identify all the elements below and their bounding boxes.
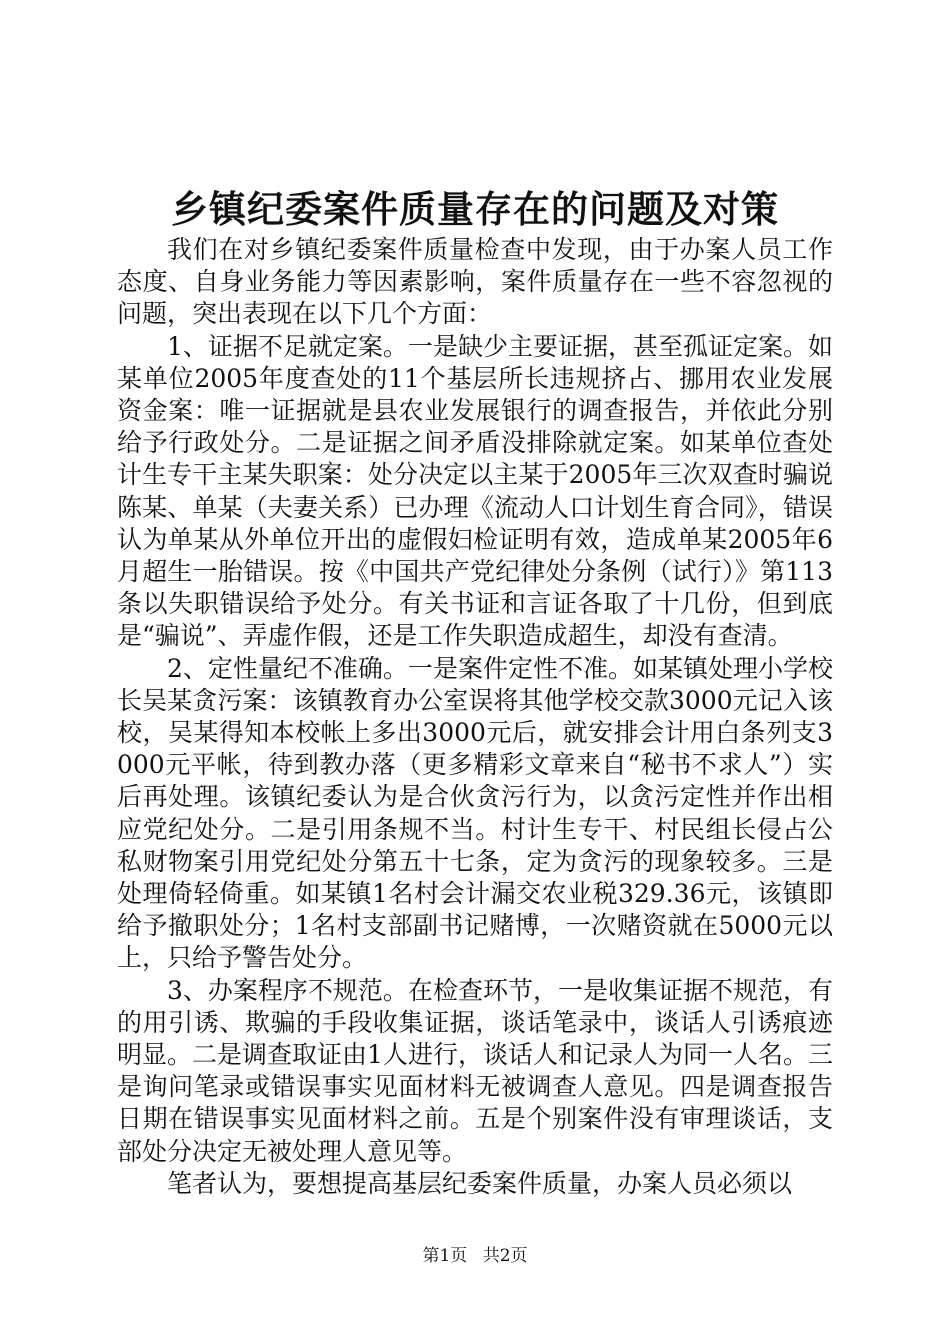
page-number: 第1页: [422, 1246, 468, 1266]
point-2-paragraph: 2、定性量纪不准确。一是案件定性不准。如某镇处理小学校长吴某贪污案：该镇教育办公室误将其他学校交款3000元记入该校，吴某得知本校帐上多出3000元后，就安排会计用白条列支3000元平帐，待到教办落（更多精彩文章来自“秘书不求人”）实后再处理。该镇纪委认为是合伙贪污行为，以贪污定性并作出相应党纪处分。二是引用条规不当。村计生专干、村民组长侵占公私财物案引用党纪处分第五十七条，定为贪污的现象较多。三是处理倚轻倚重。如某镇1名村会计漏交农业税329.36元，该镇即给予撤职处分；1名村支部副书记赌博，一次赌资就在5000元以上，只给予警告处分。: [117, 653, 833, 973]
page-total: 共2页: [482, 1246, 528, 1266]
intro-paragraph: 我们在对乡镇纪委案件质量检查中发现，由于办案人员工作态度、自身业务能力等因素影响，案件质量存在一些不容忽视的问题，突出表现在以下几个方面：: [117, 235, 833, 329]
point-3-paragraph: 3、办案程序不规范。在检查环节，一是收集证据不规范，有的用引诱、欺骗的手段收集证据，谈话笔录中，谈话人引诱痕迹明显。二是调查取证由1人进行，谈话人和记录人为同一人名。三是询问笔录或错误事实见面材料无被调查人意见。四是调查报告日期在错误事实见面材料之前。五是个别案件没有审理谈话，支部处分决定无被处理人意见等。: [117, 975, 833, 1166]
document-title: 乡镇纪委案件质量存在的问题及对策: [171, 187, 779, 231]
page-footer: [0, 1245, 950, 1267]
document-body: [117, 234, 833, 1200]
point-1-paragraph: 1、证据不足就定案。一是缺少主要证据，甚至孤证定案。如某单位2005年度查处的11个基层所长违规挤占、挪用农业发展资金案：唯一证据就是县农业发展银行的调查报告，并依此分别给予行政处分。二是证据之间矛盾没排除就定案。如某单位查处计生专干主某失职案：处分决定以主某于2005年三次双查时骗说陈某、单某（夫妻关系）已办理《流动人口计划生育合同》，错误认为单某从外单位开出的虚假妇检证明有效，造成单某2005年6月超生一胎错误。按《中国共产党纪律处分条例（试行）》第113条以失职错误给予处分。有关书证和言证各取了十几份，但到底是“骗说”、弄虚作假，还是工作失职造成超生，却没有查清。: [117, 331, 833, 651]
conclusion-paragraph: 笔者认为，要想提高基层纪委案件质量，办案人员必须以: [167, 1168, 793, 1198]
